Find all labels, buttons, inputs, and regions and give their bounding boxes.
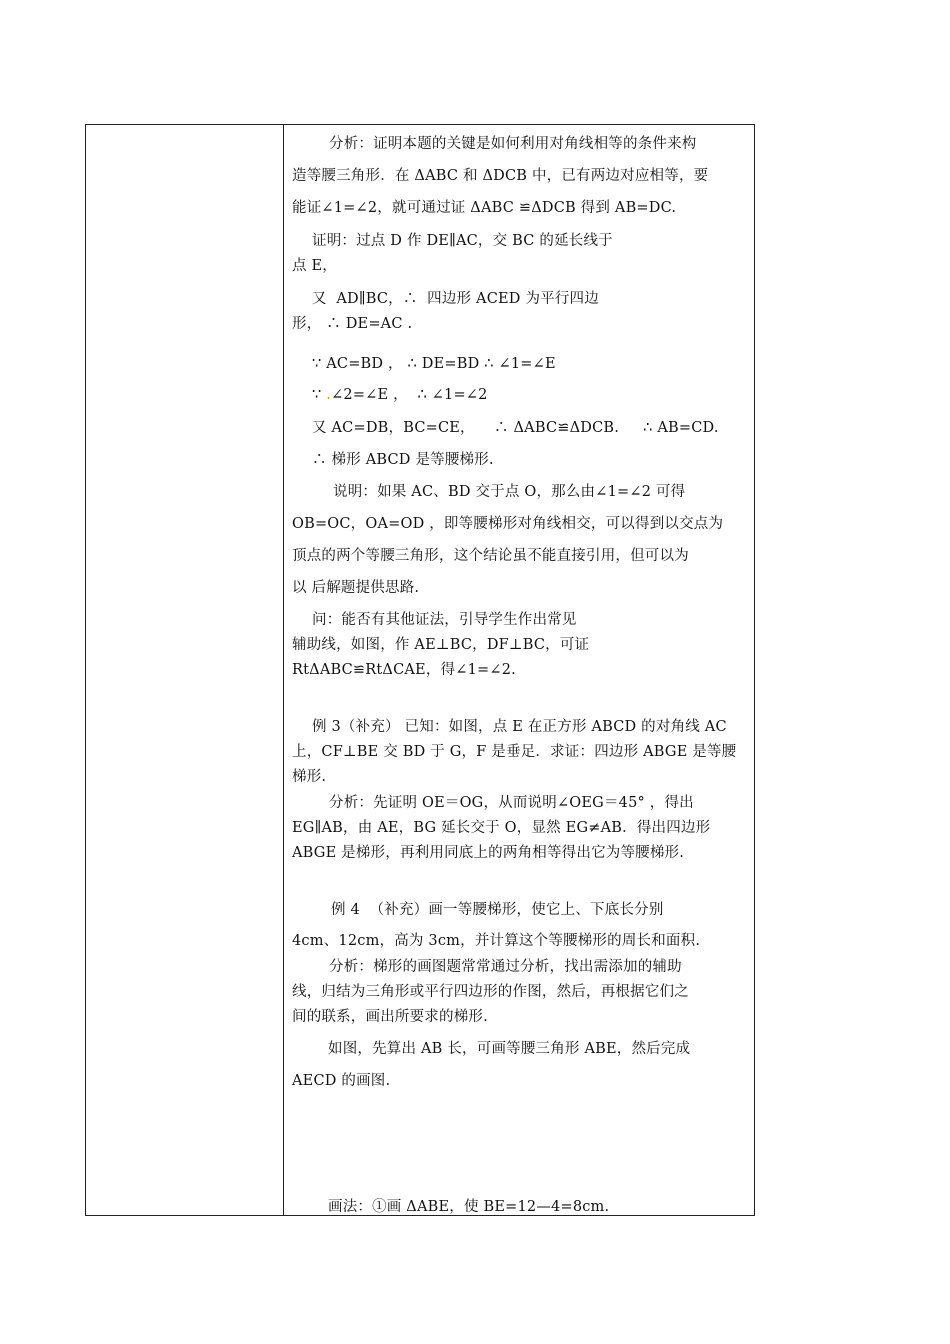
- proof-line-8: ∴ 梯形 ABCD 是等腰梯形.: [312, 452, 494, 468]
- proof-line-4: 形， ∴ DE=AC .: [292, 316, 413, 332]
- example3-analysis-line-3: ABGE 是梯形，再利用同底上的两角相等得出它为等腰梯形.: [292, 845, 685, 861]
- note-line-3: 顶点的两个等腰三角形，这个结论虽不能直接引用，但可以为: [292, 548, 689, 564]
- proof-line-1: 证明：过点 D 作 DE∥AC，交 BC 的延长线于: [312, 233, 613, 249]
- question-line-3: RtΔABC≌RtΔCAE，得∠1=∠2.: [292, 662, 516, 678]
- example3-line-2: 上，CF⊥BE 交 BD 于 G，F 是垂足．求证：四边形 ABGE 是等腰: [292, 744, 737, 760]
- example4-analysis-line-3: 间的联系，画出所要求的梯形.: [292, 1009, 488, 1025]
- proof-line-6-b: ∠2=∠E ， ∴ ∠1=∠2: [331, 387, 488, 403]
- proof-line-3: 又 AD∥BC，∴ 四边形 ACED 为平行四边: [312, 291, 599, 307]
- example4-line-1: 例 4 （补充）画一等腰梯形，使它上、下底长分别: [331, 902, 664, 918]
- example4-analysis-line-1: 分析：梯形的画图题常常通过分析，找出需添加的辅助: [329, 959, 682, 975]
- note-line-4: 以 后解题提供思路.: [292, 580, 420, 596]
- proof-line-6: [312, 385, 488, 405]
- example3-line-1: 例 3（补充） 已知：如图，点 E 在正方形 ABCD 的对角线 AC: [312, 719, 727, 735]
- proof-line-6-mark: .: [326, 387, 332, 403]
- note-line-1: 说明：如果 AC、BD 交于点 O，那么由∠1=∠2 可得: [333, 484, 686, 500]
- question-line-2: 辅助线，如图，作 AE⊥BC，DF⊥BC，可证: [292, 637, 590, 653]
- proof-line-7: 又 AC=DB，BC=CE， ∴ ΔABC≌ΔDCB. ∴ AB=CD.: [312, 420, 719, 436]
- proof-line-6-a: ∵: [312, 387, 327, 403]
- proof-line-5: ∵ AC=BD ， ∴ DE=BD ∴ ∠1=∠E: [312, 356, 556, 372]
- column-divider: [283, 124, 284, 1216]
- drawing-method-line-1: 画法：①画 ΔABE，使 BE=12—4=8cm.: [328, 1199, 610, 1215]
- example3-analysis-line-1: 分析：先证明 OE＝OG，从而说明∠OEG＝45° ，得出: [329, 795, 694, 811]
- note-line-2: OB=OC，OA=OD ，即等腰梯形对角线相交，可以得到以交点为: [292, 516, 724, 532]
- drawing-note-line-2: AECD 的画图.: [292, 1073, 391, 1089]
- drawing-note-line-1: 如图，先算出 AB 长，可画等腰三角形 ABE，然后完成: [328, 1041, 691, 1057]
- example4-analysis-line-2: 线，归结为三角形或平行四边形的作图，然后，再根据它们之: [292, 984, 689, 1000]
- analysis-line-3: 能证∠1=∠2，就可通过证 ΔABC ≌ΔDCB 得到 AB=DC.: [292, 200, 677, 216]
- analysis-line-2: 造等腰三角形．在 ΔABC 和 ΔDCB 中，已有两边对应相等，要: [292, 168, 709, 184]
- example4-line-2: 4cm、12cm，高为 3cm，并计算这个等腰梯形的周长和面积.: [292, 933, 701, 949]
- question-line-1: 问：能否有其他证法，引导学生作出常见: [312, 612, 577, 628]
- example3-line-3: 梯形.: [292, 769, 327, 785]
- analysis-line-1: 分析：证明本题的关键是如何利用对角线相等的条件来构: [329, 136, 697, 152]
- example3-analysis-line-2: EG∥AB，由 AE，BG 延长交于 O，显然 EG≠AB．得出四边形: [292, 820, 711, 836]
- proof-line-2: 点 E，: [292, 258, 337, 274]
